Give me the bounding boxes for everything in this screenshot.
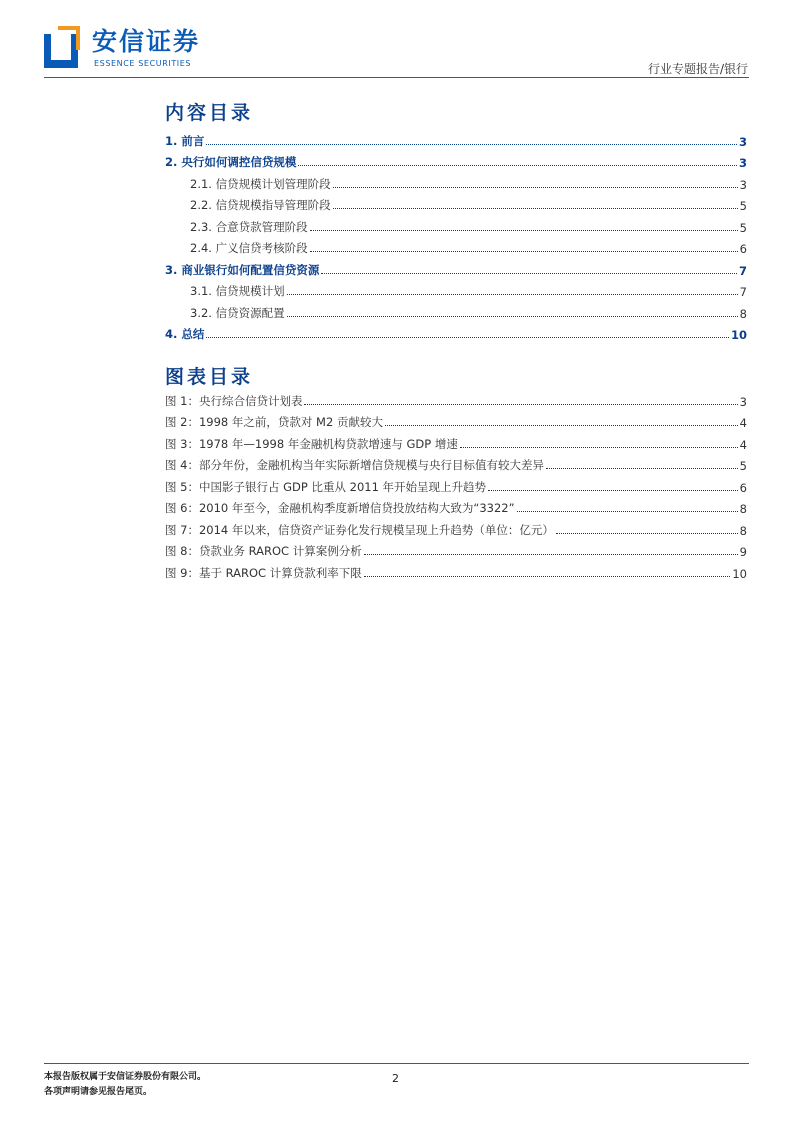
toc-item[interactable]: 2. 央行如何调控信贷规模 3	[165, 155, 747, 170]
brand-name-en: ESSENCE SECURITIES	[94, 59, 192, 68]
report-type: 行业专题报告/银行	[647, 62, 748, 76]
figure-item[interactable]: 图 8：贷款业务 RAROC 计算案例分析 9	[165, 544, 747, 559]
toc-list	[165, 127, 747, 342]
toc-item[interactable]: 2.2. 信贷规模指导管理阶段 5	[190, 198, 747, 213]
toc-item[interactable]: 2.3. 合意贷款管理阶段 5	[190, 219, 747, 235]
figures-title: 图表目录	[165, 366, 254, 388]
figure-item[interactable]: 图 7：2014 年以来，信贷资产证券化发行规模呈现上升趋势（单位：亿元） 8	[165, 522, 747, 538]
toc-item[interactable]: 1. 前言 3	[165, 133, 747, 149]
toc-item[interactable]: 2.4. 广义信贷考核阶段 6	[190, 241, 747, 256]
toc-item[interactable]: 3. 商业银行如何配置信贷资源 7	[165, 262, 747, 278]
page-number: 2	[392, 1072, 399, 1085]
figure-item[interactable]: 图 6：2010 年至今，金融机构季度新增信贷投放结构大致为“3322” 8	[165, 501, 747, 516]
figure-item[interactable]: 图 4：部分年份，金融机构当年实际新增信贷规模与央行目标值有较大差异 5	[165, 458, 747, 473]
figure-item[interactable]: 图 1：央行综合信贷计划表 3	[165, 393, 747, 409]
footer-notice: 各项声明请参见报告尾页。	[44, 1087, 153, 1097]
toc-item[interactable]: 4. 总结 10	[165, 327, 747, 342]
figure-list	[165, 387, 747, 581]
toc-title: 内容目录	[165, 102, 254, 124]
figure-item[interactable]: 图 9：基于 RAROC 计算贷款利率下限 10	[165, 565, 747, 581]
company-logo	[44, 26, 82, 68]
footer-disclaimer	[44, 1070, 206, 1100]
figure-item[interactable]: 图 2：1998 年之前，贷款对 M2 贡献较大 4	[165, 415, 747, 430]
toc-item[interactable]: 2.1. 信贷规模计划管理阶段 3	[190, 176, 747, 192]
figure-item[interactable]: 图 3：1978 年—1998 年金融机构贷款增速与 GDP 增速 4	[165, 436, 747, 452]
footer-divider	[44, 1063, 749, 1064]
figure-item[interactable]: 图 5：中国影子银行占 GDP 比重从 2011 年开始呈现上升趋势 6	[165, 479, 747, 495]
toc-item[interactable]: 3.1. 信贷规模计划 7	[190, 284, 747, 299]
brand-name-cn: 安信证券	[92, 27, 201, 56]
footer-copyright: 本报告版权属于安信证券股份有限公司。	[44, 1072, 207, 1082]
header-divider	[44, 77, 749, 78]
toc-item[interactable]: 3.2. 信贷资源配置 8	[190, 305, 747, 321]
